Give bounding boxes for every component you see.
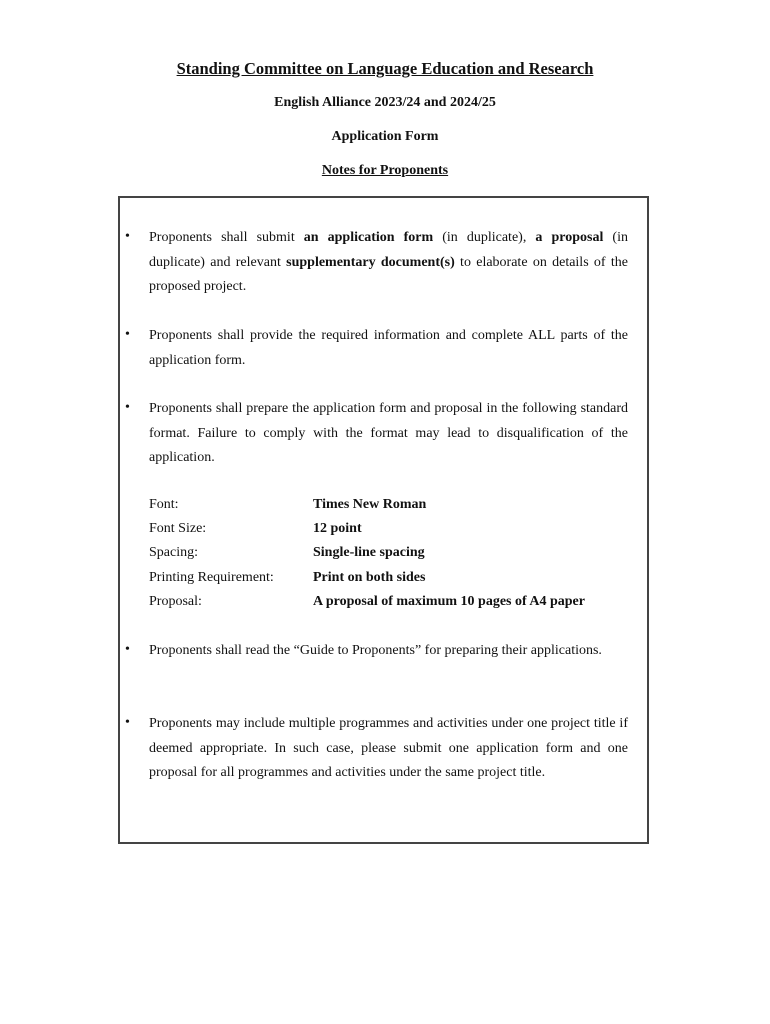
note-item-1-bold-c: supplementary document(s) (286, 254, 455, 270)
format-value: 12 point (313, 521, 362, 536)
format-value: A proposal of maximum 10 pages of A4 paper (313, 594, 585, 609)
format-row-font-size (149, 521, 629, 545)
format-label: Font: (149, 497, 179, 512)
bullet-1: • (125, 229, 130, 244)
form-name: Application Form (331, 129, 439, 144)
format-row-spacing (149, 545, 629, 569)
note-item-2: Proponents shall provide the required information and complete ALL parts of the application form. (149, 328, 628, 368)
page-subtitle: English Alliance 2023/24 and 2024/25 (274, 95, 496, 110)
format-label: Spacing: (149, 545, 198, 560)
note-item-1-bold-b: a proposal (535, 230, 604, 245)
bullet-2: • (125, 327, 130, 342)
format-label: Printing Requirement: (149, 570, 274, 585)
format-row-printing (149, 570, 629, 594)
format-label: Font Size: (149, 521, 207, 536)
format-value: Print on both sides (313, 570, 426, 585)
format-label: Proposal: (149, 594, 202, 609)
note-item-1-bold-a: an application form (303, 230, 434, 245)
bullet-3: • (125, 400, 130, 415)
format-value: Times New Roman (313, 497, 427, 512)
bullet-5: • (125, 715, 130, 730)
bullet-4: • (125, 642, 130, 657)
note-item-3: Proponents shall prepare the application form and proposal in the following standard format. Failure to comply with the format may lead to disqualification of the application. (149, 401, 628, 466)
note-item-4: Proponents shall read the “Guide to Proponents” for preparing their applications. (149, 643, 602, 658)
format-value: Single-line spacing (313, 545, 425, 560)
notes-heading: Notes for Proponents (321, 163, 449, 178)
note-item-1-text-d: to elaborate on details of the proposed project. (149, 254, 628, 295)
page-title: Standing Committee on Language Education and Research (176, 59, 594, 78)
note-item-1-text-c: (in duplicate) and relevant (149, 230, 628, 270)
note-item-1-text-a: Proponents shall submit (149, 230, 304, 245)
format-row-font (149, 497, 629, 521)
format-row-proposal (149, 594, 629, 618)
note-item-1 (149, 226, 628, 300)
note-item-5: Proponents may include multiple programmes and activities under one project title if deemed appropriate. In such case, please submit one application form and one proposal for all programmes and activities under the same project title. (149, 716, 628, 781)
note-item-1-text-b: (in duplicate), (433, 230, 536, 245)
